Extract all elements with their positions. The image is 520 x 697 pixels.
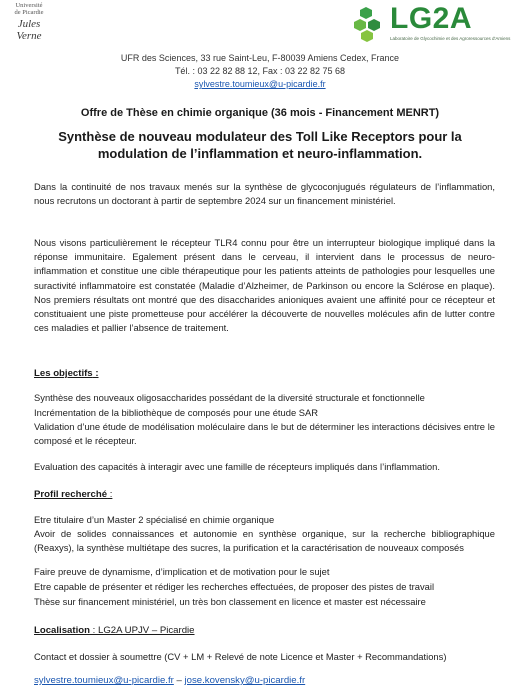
thesis-title [30,128,490,162]
objectives-heading-colon: : [92,368,99,379]
profile-heading-colon: : [107,489,113,500]
address-line-1: UFR des Sciences, 33 rue Saint-Leu, F-80039 Amiens Cedex, France [120,53,400,63]
profile-item: Thèse sur financement ministériel, un très bon classement en licence et master est nécessaire [34,596,426,607]
location-heading: Localisation [34,625,90,636]
objectives-heading-text: Les objectifs [34,368,93,379]
location-value: : LG2A UPJV – Picardie [89,625,195,636]
university-logo-line3: Jules Verne [16,18,42,42]
objective-item: Synthèse des nouveaux oligosaccharides possédant de la diversité structurale et fonctionnelle [34,392,425,403]
contact-email-separator: – [173,675,185,686]
profile-item: Faire preuve de dynamisme, d’implication et de motivation pour le sujet [34,566,330,577]
address-email-link[interactable]: sylvestre.toumieux@u-picardie.fr [194,79,326,89]
lg2a-subtitle: Laboratoire de Glycochimie et des Agroressources d'Amiens [390,36,511,41]
contact-email-link-2[interactable]: jose.kovensky@u-picardie.fr [184,675,306,686]
context-paragraph: Nous visons particulièrement le récepteur TLR4 connu pour être un interrupteur biologique impliqué dans la réponse immunitaire. Egalement présent dans le cerveau, il intervient dans le processus de neuro-inflammation et constitue une cible thérapeutique pour les patients atteints de pathologies pour lesquelles une suractivité inflammatoire est constatée (Maladie d’Alzheimer, de Parkinson ou encore la Sclérose en plaque). Nos premiers résultats ont montré que des disaccharides anioniques avaient une affinité pour ce récepteur et constituaient une piste prometteuse pour accélérer la découverte de nouvelles molécules afin de lutter contre ces maladies et pallier l’absence de traitement. [34,237,495,334]
contact-email-link-1[interactable]: sylvestre.toumieux@u-picardie.fr [34,675,174,686]
objective-item: Incrémentation de la bibliothèque de composés pour une étude SAR [34,407,319,418]
thesis-title-line1: Synthèse de nouveau modulateur des Toll Like Receptors pour la [58,129,462,144]
university-logo-line1: Université [15,2,43,9]
address-line-2: Tél. : 03 22 82 88 12, Fax : 03 22 82 75 68 [174,66,346,76]
objectives-heading [34,368,99,379]
intro-paragraph: Dans la continuité de nos travaux menés sur la synthèse de glycoconjugués régulateurs de l’inflammation, nous recrutons un doctorant à partir de septembre 2024 sur un financement ministériel. [34,181,495,207]
profile-item: Etre titulaire d’un Master 2 spécialisé en chimie organique [34,514,275,525]
contact-emails [34,675,305,686]
contact-text: Contact et dossier à soumettre (CV + LM + Relevé de note Licence et Master + Recommandations) [34,651,447,662]
profile-item: Etre capable de présenter et rédiger les recherches effectuées, de proposer des pistes de travail [34,581,435,592]
lg2a-logo [350,2,515,48]
profile-heading-text: Profil recherché [34,489,108,500]
molecule-icon [350,6,388,42]
university-logo [6,2,52,46]
objective-item: Validation d’une étude de modélisation moléculaire dans le but de déterminer les interactions décisives entre le composé et le récepteur. [34,421,495,447]
profile-heading [34,489,112,500]
university-logo-line2: de Picardie [14,9,44,16]
profile-item: Avoir de solides connaissances et autonomie en synthèse organique, sur la recherche bibliographique (Reaxys), la synthèse multiétape des sucres, la purification et la caractérisation de nouveaux composés [34,528,495,554]
thesis-title-line2: modulation de l’inflammation et neuro-inflammation. [97,146,423,161]
lg2a-brand: LG2A [390,2,473,35]
offer-heading: Offre de Thèse en chimie organique (36 mois - Financement MENRT) [80,107,440,119]
objective-item: Evaluation des capacités à interagir avec une famille de récepteurs impliqués dans l’inflammation. [34,461,440,472]
location-row [34,625,195,636]
address-email-row [0,79,520,90]
